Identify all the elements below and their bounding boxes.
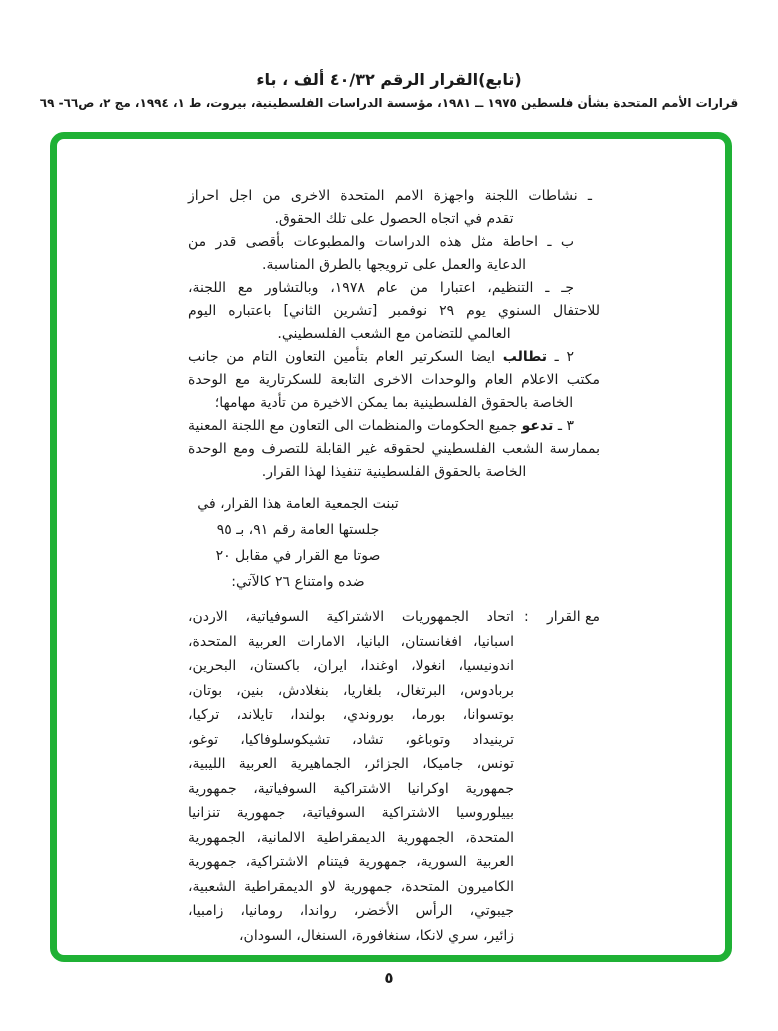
document-body bbox=[188, 185, 600, 948]
paragraph-b bbox=[188, 231, 600, 277]
paragraph-a bbox=[188, 185, 600, 231]
paragraph-3 bbox=[188, 415, 600, 484]
page-header bbox=[0, 70, 778, 110]
paragraph-line: ب ـ احاطة مثل هذه الدراسات والمطبوعات بأقصى قدر من bbox=[188, 234, 574, 250]
country-list-line: اسبانيا، افغانستان، البانيا، الامارات العربية المتحدة، bbox=[188, 633, 514, 650]
adoption-line: ضده وامتناع ٢٦ كالآتي: bbox=[231, 574, 365, 590]
vote-label-colon: : bbox=[524, 609, 529, 625]
operative-verb: تطالب bbox=[502, 349, 547, 365]
source-citation: قرارات الأمم المتحدة بشأن فلسطين ١٩٧٥ ــ ١٩٨١، مؤسسة الدراسات الفلسطينية، بيروت، ط ١، ١٩٩٤، مج ٢، ص٦٦- ٦٩ bbox=[39, 96, 739, 110]
country-list-line: اندونيسيا، انغولا، اوغندا، ايران، باكستان، البحرين، bbox=[188, 658, 514, 674]
country-list-line: بربادوس، البرتغال، بلغاريا، بنغلادش، بنين، بوتان، bbox=[188, 682, 514, 699]
paragraph-line: مكتب الاعلام العام والوحدات الاخرى التابعة للسكرتارية مع الوحدة bbox=[188, 372, 600, 388]
item-number: ٣ ـ bbox=[553, 418, 574, 434]
country-list-line: تونس، جاميكا، الجزائر، الجماهيرية العربية الليبية، bbox=[188, 756, 514, 772]
page-frame bbox=[50, 132, 732, 962]
paragraph-2 bbox=[188, 346, 600, 415]
paragraph-c bbox=[188, 277, 600, 346]
adoption-line: تبنت الجمعية العامة هذا القرار، في bbox=[197, 496, 399, 512]
paragraph-line: الخاصة بالحقوق الفلسطينية بما يمكن الاخيرة من تأدية مهامها؛ bbox=[214, 395, 574, 411]
paragraph-line: جـ ـ التنظيم، اعتبارا من عام ١٩٧٨، وبالتشاور مع اللجنة، bbox=[188, 280, 574, 296]
operative-verb: تدعو bbox=[521, 418, 554, 434]
country-list-line: الكاميرون المتحدة، جمهورية لاو الديمقراطية الشعبية، bbox=[188, 878, 514, 895]
country-list-line: ترينيداد وتوباغو، تشاد، تشيكوسلوفاكيا، توغو، bbox=[188, 731, 514, 748]
paragraph-line bbox=[188, 346, 600, 369]
adoption-line: صوتا مع القرار في مقابل ٢٠ bbox=[215, 548, 381, 564]
vote-country-list bbox=[188, 605, 514, 948]
vote-label-text: مع القرار bbox=[546, 609, 600, 625]
country-list-line: المتحدة، الجمهورية الديمقراطية الالمانية، الجمهورية bbox=[188, 829, 514, 846]
resolution-title: (تابع)القرار الرقم ٤٠/٣٢ ألف ، باء bbox=[256, 70, 522, 89]
paragraph-line: الدعاية والعمل على ترويجها بالطرق المناسبة. bbox=[262, 257, 526, 273]
adoption-line: جلستها العامة رقم ٩١، بـ ٩٥ bbox=[216, 522, 380, 538]
item-number: ٢ ـ bbox=[546, 349, 574, 365]
paragraph-line: تقدم في اتجاه الحصول على تلك الحقوق. bbox=[274, 211, 514, 227]
country-list-line: جيبوتي، الرأس الأخضر، رواندا، رومانيا، زامبيا، bbox=[188, 903, 514, 919]
vote-in-favour-label bbox=[524, 605, 600, 630]
country-list-line: بييلوروسيا الاشتراكية السوفياتية، جمهورية تنزانيا bbox=[188, 805, 514, 821]
paragraph-line: للاحتفال السنوي يوم ٢٩ نوفمبر [تشرين الثاني] باعتباره اليوم bbox=[188, 303, 600, 319]
adoption-note bbox=[188, 491, 408, 595]
paragraph-line: العالمي للتضامن مع الشعب الفلسطيني. bbox=[277, 326, 511, 342]
page-number: ٥ bbox=[384, 969, 394, 987]
country-list-line: اتحاد الجمهوريات الاشتراكية السوفياتية، الاردن، bbox=[188, 609, 514, 625]
paragraph-line bbox=[188, 415, 600, 438]
vote-record bbox=[188, 605, 600, 948]
paragraph-line: ـ نشاطات اللجنة واجهزة الامم المتحدة الاخرى من اجل احراز bbox=[188, 188, 592, 204]
country-list-line: زائير، سري لانكا، سنغافورة، السنغال، السودان، bbox=[239, 927, 514, 944]
paragraph-text: ايضا السكرتير العام بتأمين التعاون التام من جانب bbox=[188, 349, 503, 365]
country-list-line: العربية السورية، جمهورية فيتنام الاشتراكية، جمهورية bbox=[188, 854, 514, 870]
paragraph-line: بممارسة الشعب الفلسطيني لحقوقه غير القابلة للتصرف ومع الوحدة bbox=[188, 441, 600, 457]
country-list-line: بوتسوانا، بورما، بوروندي، بولندا، تايلاند، تركيا، bbox=[188, 707, 514, 723]
country-list-line: جمهورية اوكرانيا الاشتراكية السوفياتية، جمهورية bbox=[188, 780, 514, 797]
paragraph-text: جميع الحكومات والمنظمات الى التعاون مع اللجنة المعنية bbox=[188, 418, 522, 434]
paragraph-line: الخاصة بالحقوق الفلسطينية تنفيذا لهذا القرار. bbox=[261, 464, 527, 480]
